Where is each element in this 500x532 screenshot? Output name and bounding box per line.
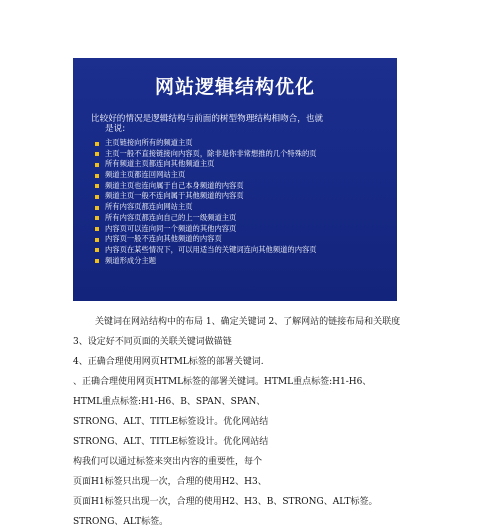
slide-bullet-item [95,159,391,170]
slide-intro [91,114,387,134]
bullet-square-icon [95,152,99,156]
slide-bullet-text: 所有内容页都连向自己的上一级频道主页 [105,212,237,222]
bullet-square-icon [95,163,99,167]
slide-title: 网站逻辑结构优化 [154,76,315,98]
body-line: STRONG、ALT标签。 [73,517,169,527]
slide-bullet-text: 内容页一般不连向其他频道的内容页 [105,234,222,244]
slide-bullet-item [95,256,391,267]
slide-bullet-item [95,224,391,235]
slide-bullet-item [95,191,391,202]
slide-bullet-item [95,181,391,192]
body-line: 构我们可以通过标签来突出内容的重要性，每个 [73,457,263,467]
bullet-square-icon [95,142,99,146]
slide-bullet-item [95,149,391,160]
slide-bullet-text: 频道主页也连向属于自己本身频道的内容页 [105,180,244,190]
body-line: 页面H1标签只出现一次，合理的使用H2、H3、B、STRONG、ALT标签。 [73,497,378,507]
bullet-square-icon [95,195,99,199]
bullet-square-icon [95,238,99,242]
slide-intro-line-1: 比较好的情况是逻辑结构与前面的树型物理结构相吻合，也就 [91,114,324,124]
slide-bullet-text: 频道主页一般不连向属于其他频道的内容页 [105,191,244,201]
body-line: STRONG、ALT、TITLE标签设计。优化网站结 [73,417,269,427]
slide-bullet-text: 内容页可以连向同一个频道的其他内容页 [105,223,237,233]
slide-bullet-item [95,245,391,256]
body-line: 、正确合理使用网页HTML标签的部署关键词。HTML重点标签:H1-H6、 [73,377,372,387]
bullet-square-icon [95,216,99,220]
body-line: 3、设定好不同页面的关联关键词做锚链 [73,337,232,347]
slide-bullet-text: 主页一般不直接链接向内容页，除非是你非常想推的几个特殊的页 [105,148,317,158]
slide-bullet-item [95,234,391,245]
bullet-square-icon [95,259,99,263]
body-line: 4、正确合理使用网页HTML标签的部署关键词. [73,357,264,367]
slide-intro-line-2: 是说: [105,124,126,134]
body-line: STRONG、ALT、TITLE标签设计。优化网站结 [73,437,269,447]
bullet-square-icon [95,227,99,231]
slide-bullet-text: 频道形成分主题 [105,255,157,265]
bullet-square-icon [95,248,99,252]
body-line: 关键词在网站结构中的布局 1、确定关键词 2、了解网站的链接布局和关联度 [95,317,401,327]
slide-bullet-text: 主页链接向所有的频道主页 [105,138,193,147]
slide-bullet-text: 频道主页都连回网站主页 [105,170,186,180]
slide-bullet-item [95,202,391,213]
body-line: 页面H1标签只出现一次，合理的使用H2、H3、 [73,477,267,487]
slide-bullet-item [95,170,391,181]
bullet-square-icon [95,206,99,210]
slide-bullet-text: 内容页在某些情况下，可以用适当的关键词连向其他频道的内容页 [105,244,317,254]
slide-bullet-list [95,138,391,266]
body-line: HTML重点标签:H1-H6、B、SPAN、SPAN、 [73,397,266,407]
slide-bullet-text: 所有频道主页都连向其他频道主页 [105,159,215,169]
slide-bullet-text: 所有内容页都连向网站主页 [105,202,193,212]
presentation-slide-image [73,58,397,301]
slide-bullet-item [95,138,391,149]
bullet-square-icon [95,174,99,178]
bullet-square-icon [95,184,99,188]
article-body [73,312,423,532]
slide-bullet-item [95,213,391,224]
